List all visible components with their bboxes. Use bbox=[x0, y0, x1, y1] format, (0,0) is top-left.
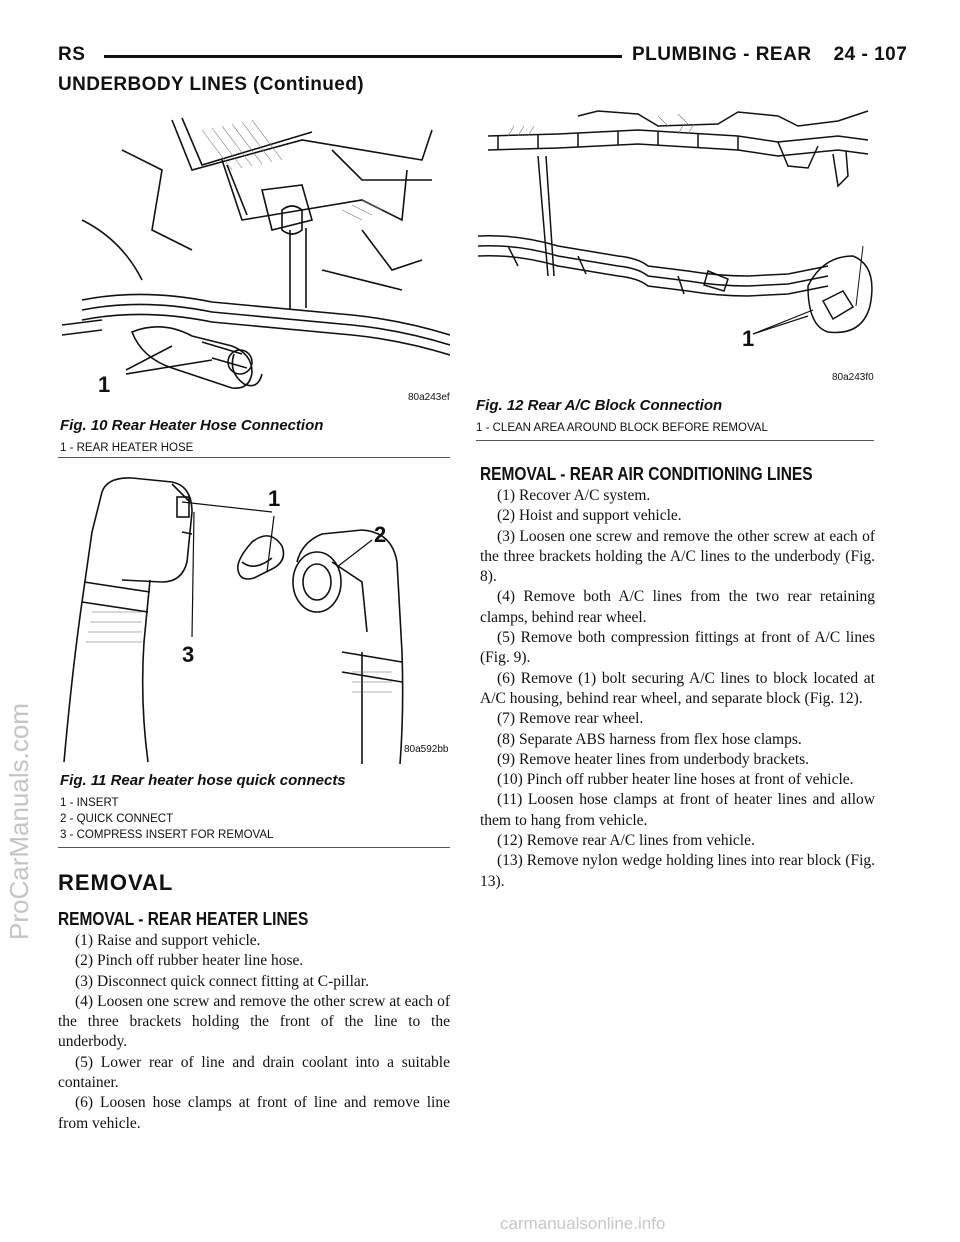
header-right bbox=[632, 44, 907, 66]
ac-step: (13) Remove nylon wedge holding lines into rear block (Fig. 13). bbox=[480, 852, 875, 890]
figure-11-legend-item: 2 - QUICK CONNECT bbox=[60, 813, 174, 825]
ac-lines-heading: REMOVAL - REAR AIR CONDITIONING LINES bbox=[480, 464, 813, 484]
figure-11-callout-1: 1 bbox=[268, 486, 281, 511]
removal-heading: REMOVAL bbox=[58, 870, 174, 895]
figure-10-illustration bbox=[62, 110, 450, 408]
ac-step: (9) Remove heater lines from underbody brackets. bbox=[497, 750, 810, 768]
figure-11-code: 80a592bb bbox=[404, 744, 449, 755]
heater-step: (4) Loosen one screw and remove the other screw at each of the three brackets holding the front of the line to the underbody. bbox=[58, 992, 450, 1051]
ac-step: (3) Loosen one screw and remove the other screw at each of the three brackets holding the A/C lines to the underbody (Fig. 8). bbox=[480, 527, 875, 586]
figure-11-title: Fig. 11 Rear heater hose quick connects bbox=[60, 772, 346, 789]
figure-12-rule bbox=[476, 440, 874, 441]
ac-step: (8) Separate ABS harness from flex hose clamps. bbox=[497, 730, 802, 748]
figure-11-illustration bbox=[62, 472, 450, 764]
ac-step: (2) Hoist and support vehicle. bbox=[497, 507, 682, 525]
figure-10-caption bbox=[60, 417, 323, 456]
ac-step: (7) Remove rear wheel. bbox=[497, 710, 644, 728]
ac-step: (6) Remove (1) bolt securing A/C lines to block located at A/C housing, behind rear wheel, and separate block (Fig. 12). bbox=[480, 669, 875, 707]
heater-step: (3) Disconnect quick connect fitting at C-pillar. bbox=[75, 972, 369, 990]
figure-10-legend-item: 1 - REAR HEATER HOSE bbox=[60, 442, 194, 454]
figure-11-caption bbox=[60, 772, 346, 843]
heater-step: (2) Pinch off rubber heater line hose. bbox=[75, 952, 304, 970]
ac-step: (10) Pinch off rubber heater line hoses at front of vehicle. bbox=[497, 771, 854, 789]
figure-10-rule bbox=[58, 457, 450, 458]
bottom-watermark: carmanualsonline.info bbox=[500, 1214, 666, 1233]
figure-12-callout-1: 1 bbox=[742, 326, 755, 351]
header-chapter-title: PLUMBING - REAR bbox=[632, 44, 812, 65]
figure-11-legend-item: 3 - COMPRESS INSERT FOR REMOVAL bbox=[60, 829, 274, 841]
figure-10-code: 80a243ef bbox=[408, 392, 450, 403]
ac-step: (5) Remove both compression fittings at front of A/C lines (Fig. 9). bbox=[480, 629, 875, 667]
ac-step: (11) Loosen hose clamps at front of heater lines and allow them to hang from vehicle. bbox=[480, 791, 875, 829]
header-rule bbox=[104, 55, 622, 58]
figure-11-legend-item: 1 - INSERT bbox=[60, 797, 119, 809]
ac-step: (12) Remove rear A/C lines from vehicle. bbox=[497, 832, 755, 850]
ac-lines-steps bbox=[480, 486, 875, 892]
figure-12-illustration bbox=[478, 106, 878, 388]
figure-12-legend-item: 1 - CLEAN AREA AROUND BLOCK BEFORE REMOVAL bbox=[476, 422, 768, 434]
figure-11-callout-2: 2 bbox=[374, 522, 387, 547]
figure-11-rule bbox=[58, 847, 450, 848]
page-number: 24 - 107 bbox=[833, 44, 908, 65]
heater-lines-steps bbox=[58, 931, 450, 1134]
figure-12-title: Fig. 12 Rear A/C Block Connection bbox=[476, 397, 723, 414]
figure-10-title: Fig. 10 Rear Heater Hose Connection bbox=[60, 417, 324, 434]
header-section-code: RS bbox=[58, 44, 86, 65]
figure-10-callout-1: 1 bbox=[98, 372, 111, 397]
figure-11-callout-3: 3 bbox=[182, 642, 195, 667]
side-watermark: ProCarManuals.com bbox=[4, 703, 34, 940]
heater-step: (6) Loosen hose clamps at front of line and remove line from vehicle. bbox=[58, 1094, 450, 1132]
figure-12-code: 80a243f0 bbox=[832, 372, 874, 383]
section-continued-title: UNDERBODY LINES (Continued) bbox=[58, 74, 364, 95]
figure-12-caption bbox=[476, 397, 768, 436]
ac-step: (4) Remove both A/C lines from the two rear retaining clamps, behind rear wheel. bbox=[480, 588, 875, 626]
ac-step: (1) Recover A/C system. bbox=[497, 487, 651, 504]
heater-step: (5) Lower rear of line and drain coolant into a suitable container. bbox=[58, 1053, 450, 1092]
heater-step: (1) Raise and support vehicle. bbox=[75, 932, 261, 949]
heater-lines-heading: REMOVAL - REAR HEATER LINES bbox=[58, 909, 309, 929]
